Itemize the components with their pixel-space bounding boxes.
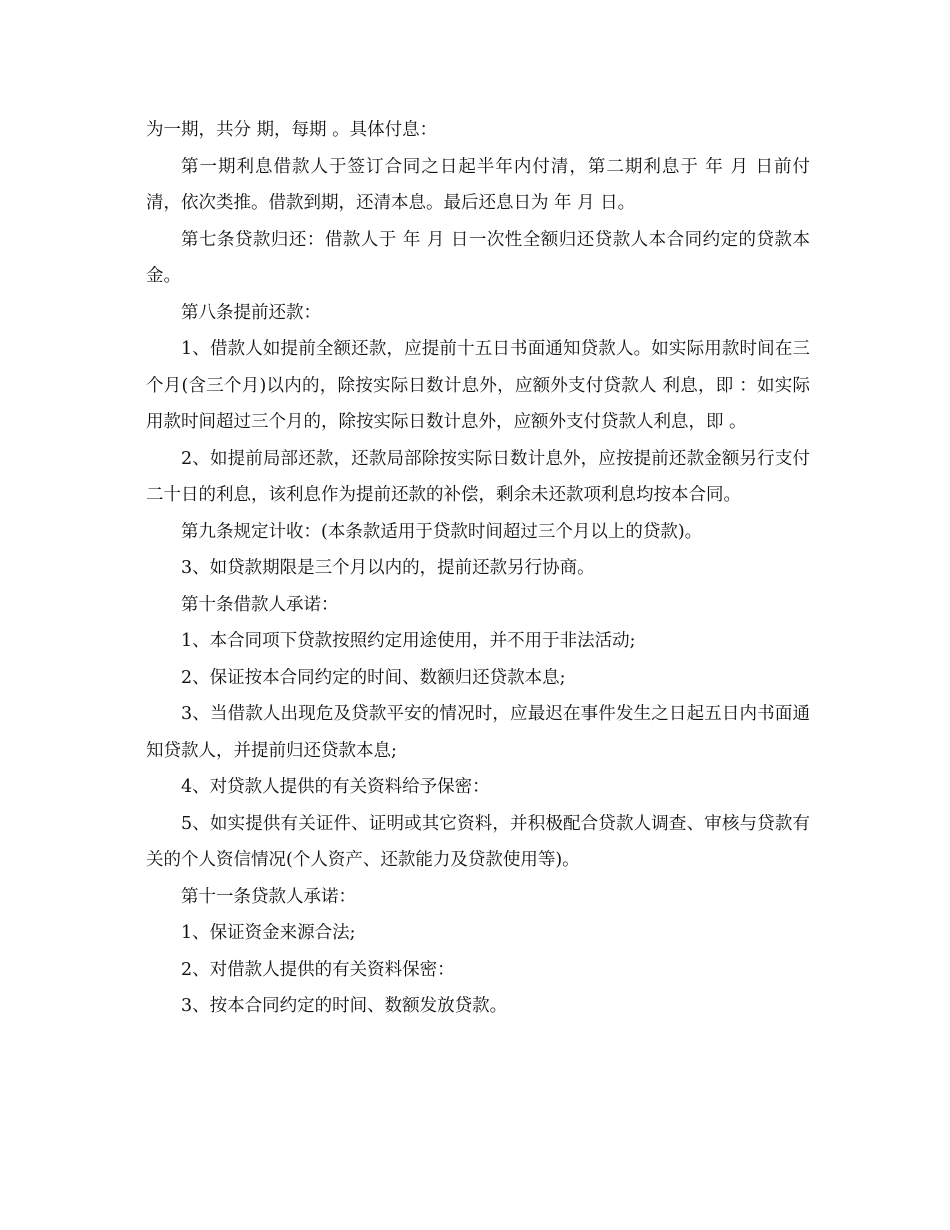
paragraph-interest-period: 为一期，共分 期，每期 。具体付息： bbox=[146, 120, 438, 140]
paragraph-article-10-item-4: 4、对贷款人提供的有关资料给予保密： bbox=[181, 777, 490, 797]
paragraph-article-10-item-1: 1、本合同项下贷款按照约定用途使用，并不用于非法活动; bbox=[181, 631, 636, 651]
paragraph-first-interest: 第一期利息借款人于签订合同之日起半年内付清，第二期利息于 年 月 日前付清，依次类推。借款到期，还清本息。最后还息日为 年 月 日。 bbox=[146, 156, 810, 213]
heading-article-8: 第八条提前还款： bbox=[181, 302, 321, 323]
paragraph-article-10-item-5: 5、如实提供有关证件、证明或其它资料，并积极配合贷款人调查、审核与贷款有关的个人资信情况(个人资产、还款能力及贷款使用等)。 bbox=[146, 813, 810, 870]
paragraph-article-7: 第七条贷款归还：借款人于 年 月 日一次性全额归还贷款人本合同约定的贷款本金。 bbox=[146, 229, 810, 286]
paragraph-article-10-item-2: 2、保证按本合同约定的时间、数额归还贷款本息; bbox=[181, 667, 566, 688]
heading-article-10: 第十条借款人承诺： bbox=[181, 594, 339, 615]
paragraph-article-10-item-3: 3、当借款人出现危及贷款平安的情况时，应最迟在事件发生之日起五日内书面通知贷款人，并提前归还贷款本息; bbox=[146, 704, 810, 761]
paragraph-article-8-item-1: 1、借款人如提前全额还款，应提前十五日书面通知贷款人。如实际用款时间在三个月(含三个月)以内的，除按实际日数计息外，应额外支付贷款人 利息，即 ：如实际用款时间超过三个月的，除按实际日数计息外，应额外支付贷款人利息，即 。 bbox=[146, 339, 810, 432]
paragraph-article-9: 第九条规定计收：(本条款适用于贷款时间超过三个月以上的贷款)。 bbox=[181, 521, 703, 542]
paragraph-article-11-item-2: 2、对借款人提供的有关资料保密： bbox=[181, 959, 455, 980]
document-body bbox=[146, 112, 810, 1025]
paragraph-article-8-item-2: 2、如提前局部还款，还款局部除按实际日数计息外，应按提前还款金额另行支付二十日的利息，该利息作为提前还款的补偿，剩余未还款项利息均按本合同。 bbox=[146, 448, 810, 505]
paragraph-article-11-item-3: 3、按本合同约定的时间、数额发放贷款。 bbox=[181, 996, 508, 1016]
paragraph-article-11-item-1: 1、保证资金来源合法; bbox=[181, 923, 356, 943]
paragraph-article-9-item-3: 3、如贷款期限是三个月以内的，提前还款另行协商。 bbox=[181, 558, 595, 578]
heading-article-11: 第十一条贷款人承诺： bbox=[181, 886, 356, 907]
